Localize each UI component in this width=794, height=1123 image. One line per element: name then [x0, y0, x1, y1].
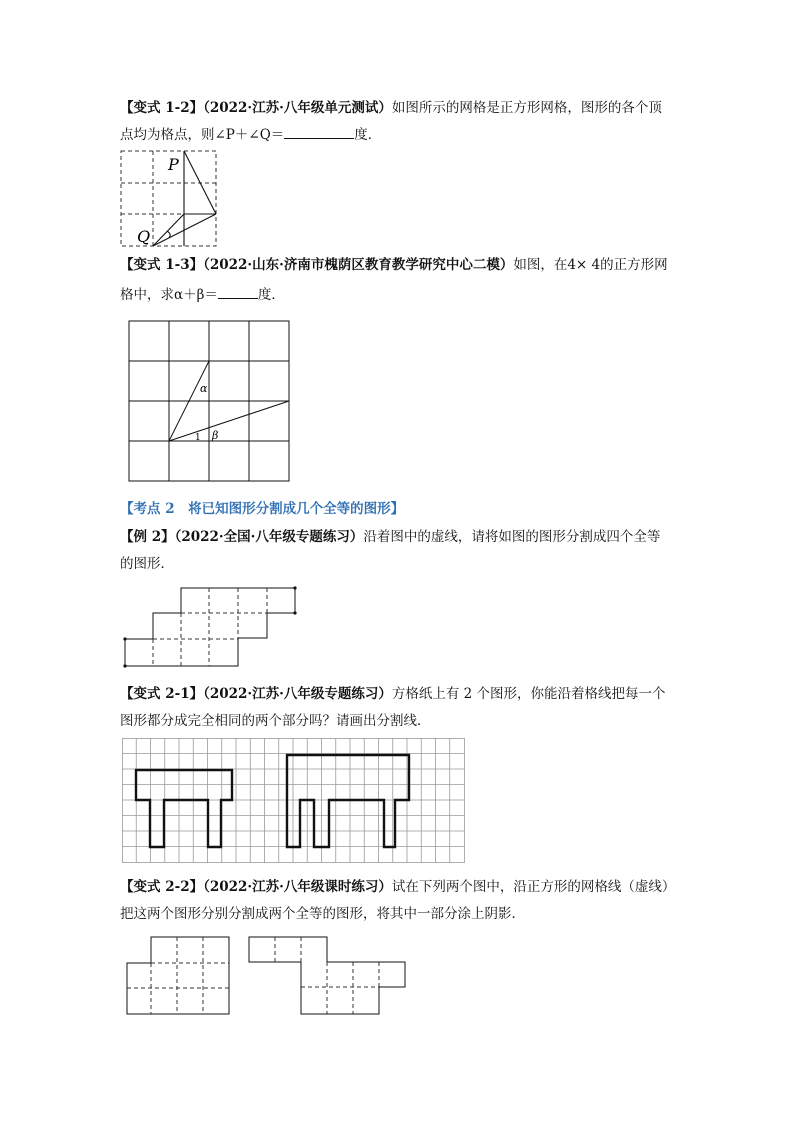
v12-text2-post: 度．: [354, 127, 382, 143]
ex2-line2: 的图形．: [120, 556, 174, 572]
kd2-heading: 【考点 2 将已知图形分割成几个全等的图形】: [120, 501, 405, 517]
v13-answer-blank[interactable]: [218, 284, 258, 299]
v22-line1: [120, 878, 675, 896]
v12-source: （2022·江苏·八年级单元测试）: [203, 100, 392, 116]
v22-figure-right: [247, 935, 409, 1017]
ex2-text1: 沿着图中的虚线，请将如图的图形分割成四个全等: [363, 529, 661, 545]
v12-line1: [120, 99, 662, 117]
ex2-label: 【例 2】: [120, 529, 175, 545]
v13-beta: β: [212, 429, 219, 442]
v22-figure-left: [125, 935, 235, 1017]
ex2-line1: [120, 528, 660, 546]
v13-text2-pre: 格中，求α＋β＝: [120, 287, 218, 303]
v13-alpha: α: [200, 382, 208, 395]
v12-figure: [119, 148, 219, 248]
v21-text1: 方格纸上有 2 个图形，你能沿着格线把每一个: [391, 686, 666, 702]
ex2-figure: [122, 582, 307, 672]
v21-source: （2022·江苏·八年级专题练习）: [203, 686, 392, 702]
v21-figure: [122, 738, 467, 866]
v12-label: 【变式 1-2】: [120, 100, 204, 116]
v22-label: 【变式 2-2】: [120, 879, 204, 895]
v12-text1: 如图所示的网格是正方形网格，图形的各个顶: [391, 100, 662, 116]
v12-line2: [120, 124, 381, 144]
v13-line1: [120, 256, 668, 274]
ex2-source: （2022·全国·八年级专题练习）: [174, 529, 364, 545]
v21-line1: [120, 685, 666, 703]
v21-line2: 图形都分成完全相同的两个部分吗？请画出分割线．: [120, 713, 431, 729]
v12-label-p: P: [168, 155, 179, 174]
v22-text1: 试在下列两个图中，沿正方形的网格线（虚线）: [391, 879, 676, 895]
v22-source: （2022·江苏·八年级课时练习）: [203, 879, 392, 895]
v13-label: 【变式 1-3】: [120, 257, 204, 273]
v13-line2: [120, 284, 285, 304]
v13-text1: 如图，在4× 4的正方形网: [513, 257, 668, 273]
v13-figure: [128, 320, 293, 485]
v13-text2-post: 度．: [257, 287, 285, 303]
v21-label: 【变式 2-1】: [120, 686, 204, 702]
v12-answer-blank[interactable]: [284, 124, 354, 139]
v22-line2: 把这两个图形分别分割成两个全等的图形，将其中一部分涂上阴影．: [120, 906, 525, 922]
v13-source: （2022·山东·济南市槐荫区教育教学研究中心二模）: [203, 257, 514, 273]
v12-label-q: Q: [137, 227, 151, 246]
v12-text2-pre: 点均为格点，则∠P＋∠Q＝: [120, 127, 285, 143]
v13-one: 1: [195, 433, 201, 443]
